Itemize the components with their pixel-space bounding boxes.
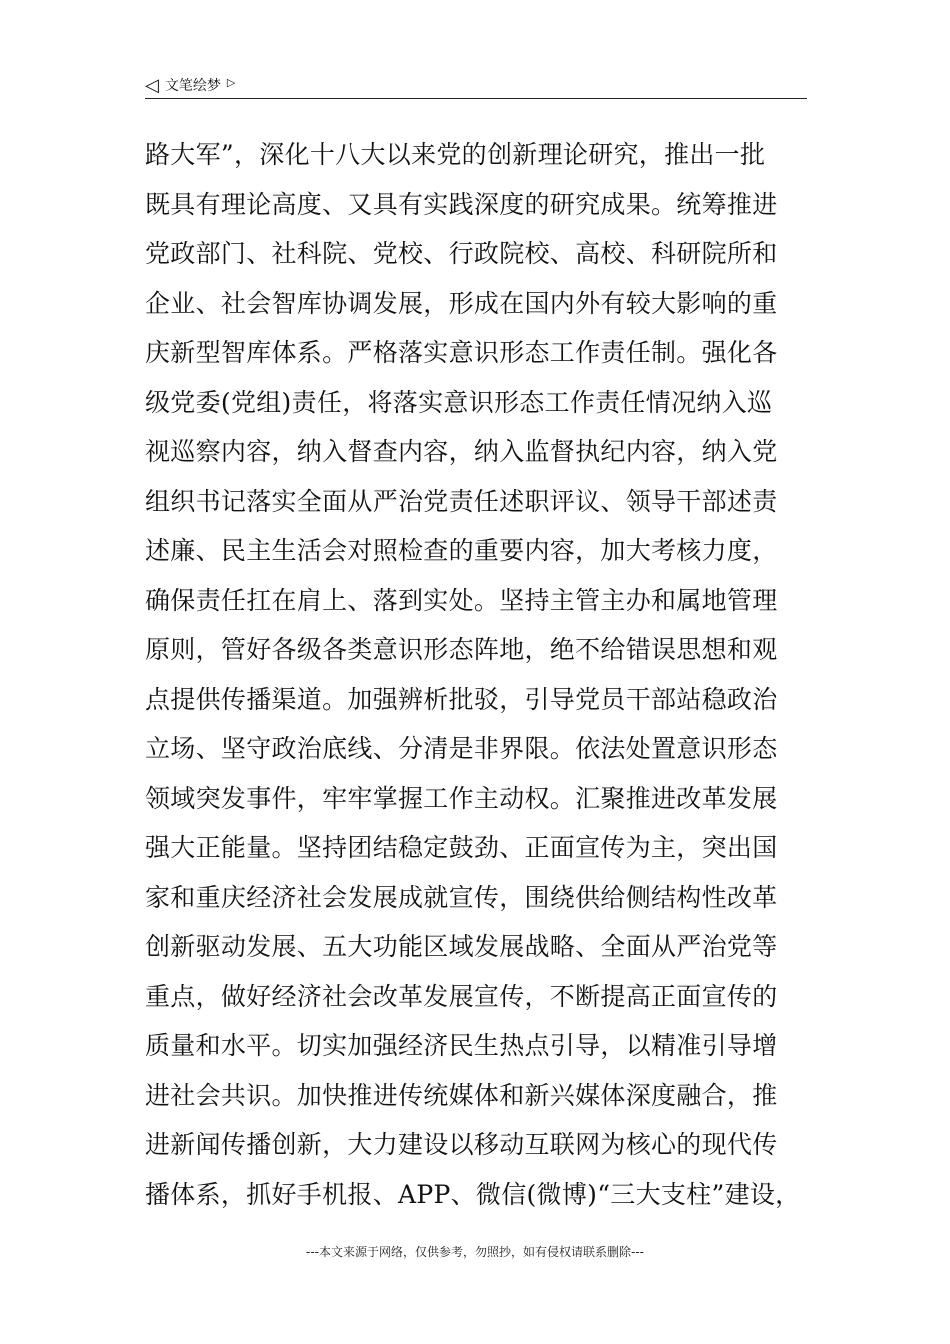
triangle-left-outline-icon: ◁ — [145, 75, 159, 96]
body-line: 原则，管好各级各类意识形态阵地，绝不给错误思想和观 — [145, 635, 778, 664]
body-line: 述廉、民主生活会对照检查的重要内容，加大考核力度， — [145, 536, 778, 565]
body-line: 强大正能量。坚持团结稳定鼓劲、正面宣传为主，突出国 — [145, 833, 778, 862]
page-header — [145, 74, 807, 99]
body-line: 质量和水平。切实加强经济民生热点引导，以精准引导增 — [145, 1031, 778, 1060]
body-line: 播体系，抓好手机报、APP、微信(微博)“三大支柱”建设， — [145, 1179, 801, 1209]
page-footer: ---本文来源于网络，仅供参考，勿照抄，如有侵权请联系删除--- — [306, 1245, 644, 1259]
body-line: 既具有理论高度、又具有实践深度的研究成果。统筹推进 — [145, 189, 778, 219]
body-line: 领域突发事件，牢牢掌握工作主动权。汇聚推进改革发展 — [145, 783, 778, 813]
body-line: 家和重庆经济社会发展成就宣传，围绕供给侧结构性改革 — [145, 882, 778, 912]
header-title: 文笔绘梦 — [164, 78, 221, 94]
body-line: 级党委(党组)责任，将落实意识形态工作责任情况纳入巡 — [145, 387, 773, 417]
body-line: 进新闻传播创新，大力建设以移动互联网为核心的现代传 — [145, 1130, 778, 1159]
body-line: 庆新型智库体系。严格落实意识形态工作责任制。强化各 — [145, 338, 778, 367]
body-line: 立场、坚守政治底线、分清是非界限。依法处置意识形态 — [145, 734, 778, 763]
document-body — [145, 130, 825, 1219]
body-line: 确保责任扛在肩上、落到实处。坚持主管主办和属地管理 — [145, 585, 778, 615]
body-line: 重点，做好经济社会改革发展宣传，不断提高正面宣传的 — [145, 981, 778, 1011]
body-line: 路大军”，深化十八大以来党的创新理论研究，推出一批 — [145, 140, 766, 169]
body-line: 进社会共识。加快推进传统媒体和新兴媒体深度融合，推 — [145, 1080, 778, 1110]
body-line: 创新驱动发展、五大功能区域发展战略、全面从严治党等 — [145, 932, 778, 961]
body-line: 党政部门、社科院、党校、行政院校、高校、科研院所和 — [145, 239, 778, 268]
body-line: 企业、社会智库协调发展，形成在国内外有较大影响的重 — [145, 288, 778, 318]
body-line: 点提供传播渠道。加强辨析批驳，引导党员干部站稳政治 — [145, 684, 778, 714]
body-line: 组织书记落实全面从严治党责任述职评议、领导干部述责 — [145, 486, 778, 516]
triangle-right-outline-icon: ▷ — [226, 76, 236, 89]
body-line: 视巡察内容，纳入督查内容，纳入监督执纪内容，纳入党 — [145, 437, 778, 466]
